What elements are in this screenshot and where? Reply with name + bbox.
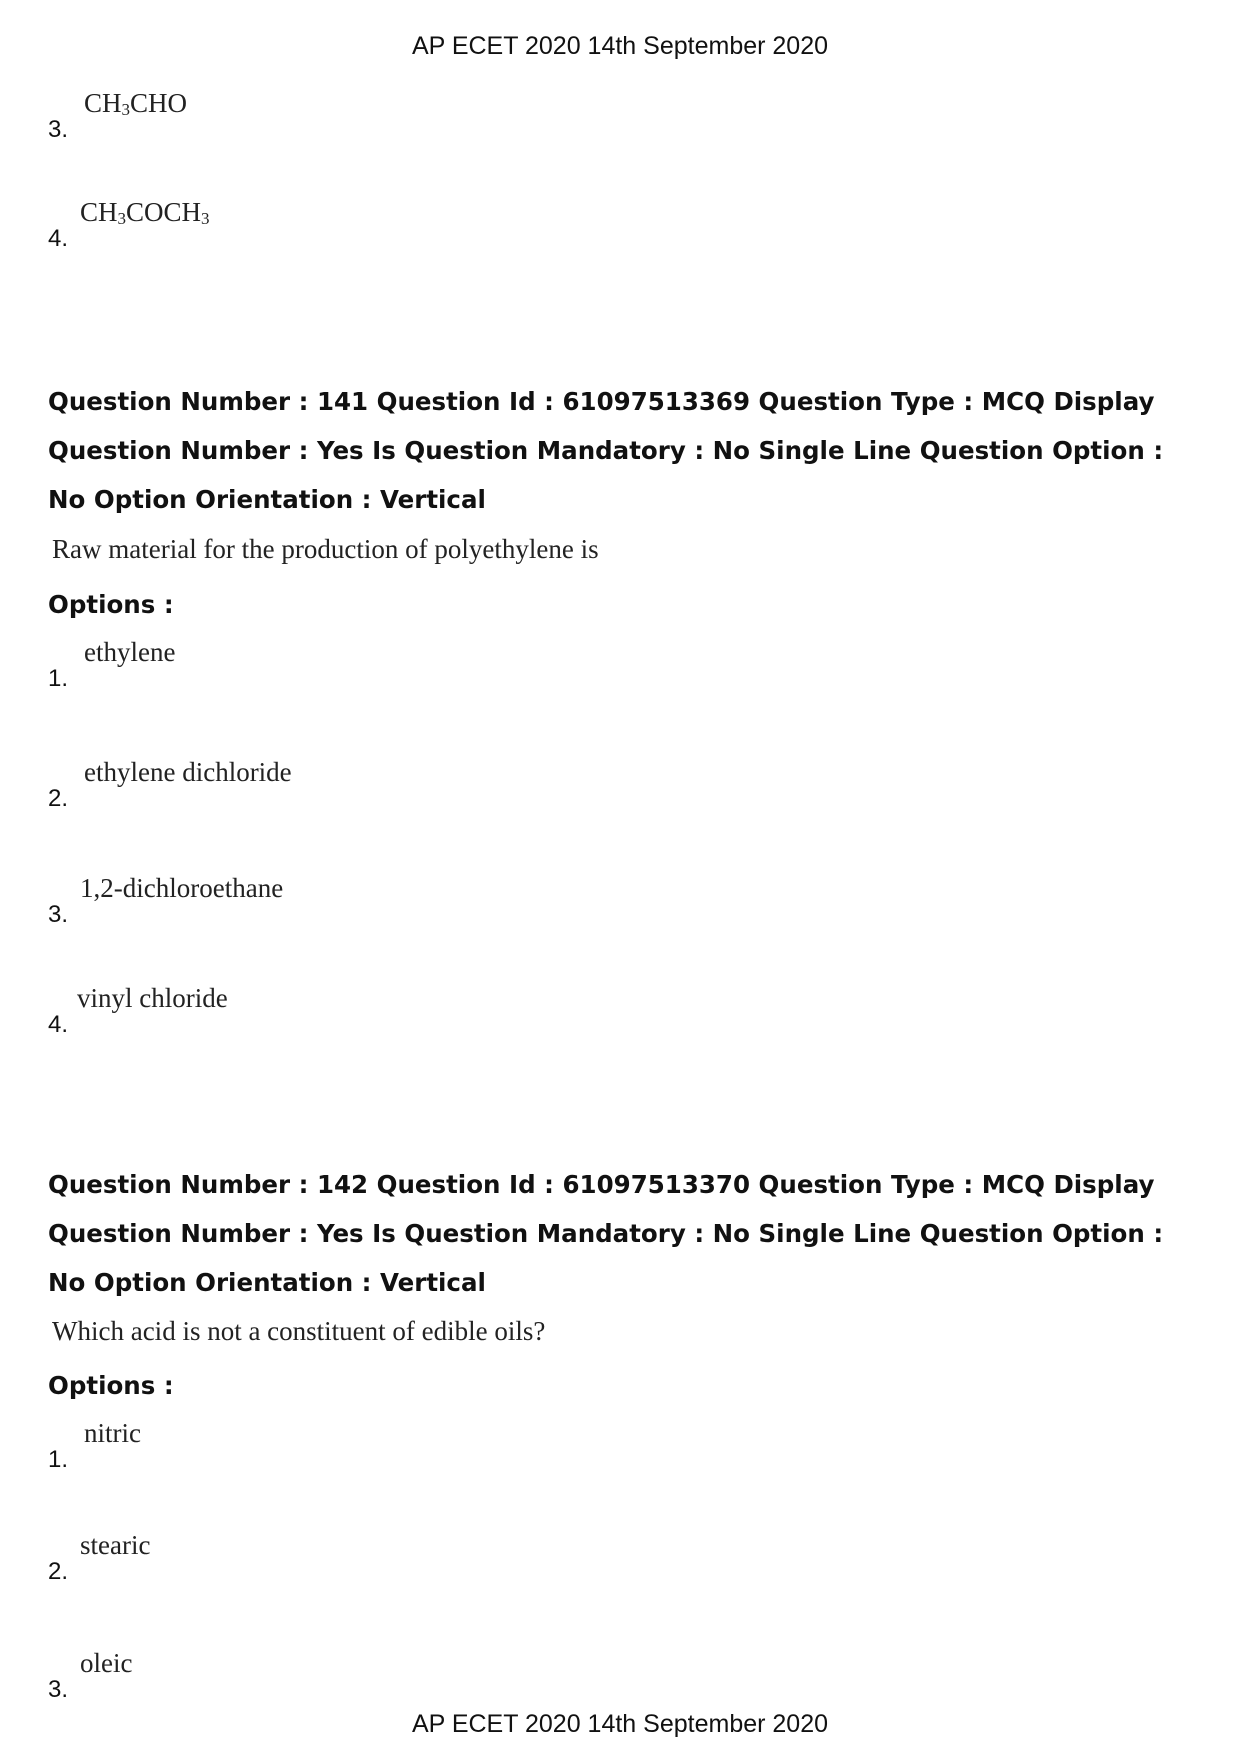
option-number: 4. xyxy=(48,1011,69,1038)
option-number: 2. xyxy=(48,785,69,812)
option-number: 1. xyxy=(48,665,69,692)
option-text: ethylene dichloride xyxy=(84,757,292,787)
formula-subscript: 3 xyxy=(117,209,127,228)
formula-subscript: 3 xyxy=(121,100,131,119)
question-141-meta: Question Number : 141 Question Id : 61097513369 Question Type : MCQ Display Question Number : Yes Is Question Mandatory : No Single Line Question Option : No Option Orientation : Vertical xyxy=(48,387,1164,514)
formula-part: CH xyxy=(84,88,122,118)
question-142-meta: Question Number : 142 Question Id : 61097513370 Question Type : MCQ Display Question Number : Yes Is Question Mandatory : No Single Line Question Option : No Option Orientation : Vertical xyxy=(48,1170,1164,1297)
option-number: 4. xyxy=(48,225,69,252)
formula-part: CHO xyxy=(130,88,188,118)
option-number: 3. xyxy=(48,116,69,143)
q141-option-3 xyxy=(48,873,948,933)
option-text: stearic xyxy=(80,1530,151,1560)
page-header: AP ECET 2020 14th September 2020 xyxy=(411,32,829,60)
formula-subscript: 3 xyxy=(201,209,210,228)
question-142-text: Which acid is not a constituent of edible oils? xyxy=(52,1316,546,1346)
q141-option-4 xyxy=(48,983,948,1043)
option-text: oleic xyxy=(80,1648,133,1678)
option-number: 3. xyxy=(48,1676,69,1703)
option-formula xyxy=(84,88,187,120)
q142-option-1 xyxy=(48,1418,948,1478)
option-text: vinyl chloride xyxy=(77,983,228,1013)
question-141-text: Raw material for the production of polyethylene is xyxy=(52,534,599,564)
q142-option-2 xyxy=(48,1530,948,1590)
q142-option-3 xyxy=(48,1648,948,1708)
question-142-options-label: Options : xyxy=(48,1371,174,1400)
option-number: 1. xyxy=(48,1446,69,1473)
option-text: nitric xyxy=(84,1418,141,1448)
q141-option-2 xyxy=(48,757,948,817)
formula-part: COCH xyxy=(126,197,202,227)
prev-option-4 xyxy=(48,197,948,257)
q141-option-1 xyxy=(48,637,948,697)
formula-part: CH xyxy=(80,197,118,227)
option-text: 1,2-dichloroethane xyxy=(80,873,284,903)
question-141-options-label: Options : xyxy=(48,590,174,619)
option-number: 2. xyxy=(48,1558,69,1585)
page-footer: AP ECET 2020 14th September 2020 xyxy=(411,1710,829,1738)
option-formula xyxy=(80,197,210,229)
prev-option-3 xyxy=(48,88,948,148)
option-text: ethylene xyxy=(84,637,176,667)
option-number: 3. xyxy=(48,901,69,928)
